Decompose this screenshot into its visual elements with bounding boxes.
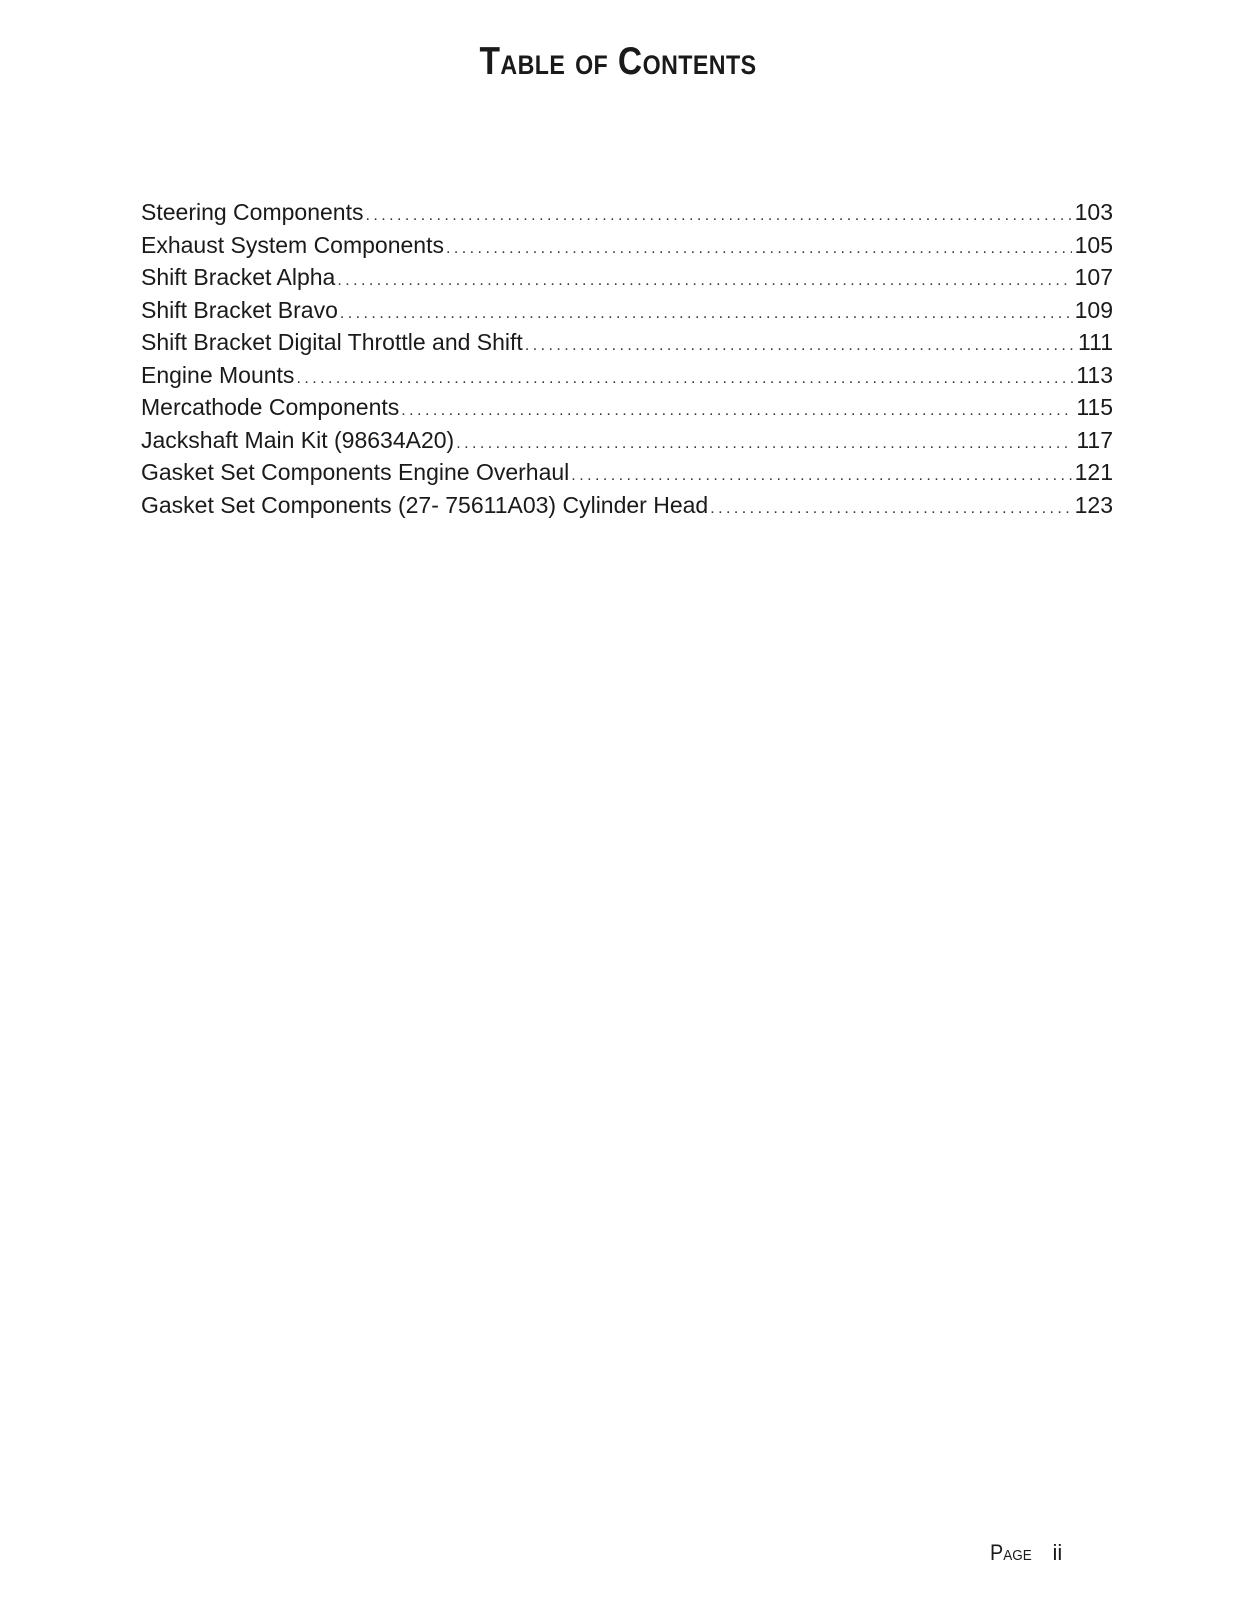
toc-entry-label: Jackshaft Main Kit (98634A20) — [141, 426, 455, 453]
toc-entry-label: Steering Components — [141, 199, 364, 225]
toc-entry-label: Exhaust System Components — [141, 231, 444, 258]
toc-entry[interactable] — [141, 492, 1113, 525]
dot-leader — [337, 272, 1071, 290]
dot-leader — [525, 337, 1075, 355]
toc-entry[interactable] — [141, 394, 1113, 427]
toc-entry-page: 105 — [1074, 231, 1113, 258]
toc-entry-page: 111 — [1078, 329, 1113, 355]
dot-leader — [710, 500, 1071, 518]
toc-entry-label: Gasket Set Components (27- 75611A03) Cylinder Head — [141, 491, 709, 518]
toc-entry-page: 113 — [1076, 361, 1113, 388]
toc-entry[interactable] — [141, 427, 1113, 460]
toc-entry-label: Shift Bracket Digital Throttle and Shift — [141, 329, 523, 355]
dot-leader — [401, 402, 1073, 420]
dot-leader — [571, 467, 1071, 485]
dot-leader — [296, 370, 1073, 388]
toc-entry[interactable] — [141, 297, 1113, 330]
dot-leader — [446, 240, 1072, 258]
page-footer — [990, 1540, 1062, 1566]
toc-entry[interactable] — [141, 264, 1113, 297]
table-of-contents — [141, 199, 1113, 524]
dot-leader — [365, 207, 1071, 225]
toc-entry-page: 123 — [1074, 491, 1113, 518]
toc-entry-label: Mercathode Components — [141, 394, 400, 420]
toc-entry-label: Shift Bracket Alpha — [141, 264, 336, 290]
toc-entry-label: Gasket Set Components Engine Overhaul — [141, 459, 570, 485]
toc-entry[interactable] — [141, 199, 1113, 232]
toc-entry[interactable] — [141, 459, 1113, 492]
footer-page-number: ii — [1052, 1540, 1063, 1565]
toc-entry-page: 107 — [1074, 264, 1113, 290]
page-title: Table of Contents — [479, 40, 757, 83]
toc-entry-page: 121 — [1074, 459, 1113, 485]
toc-entry[interactable] — [141, 362, 1113, 395]
footer-page-label: Page — [990, 1540, 1032, 1565]
toc-entry-page: 103 — [1074, 199, 1113, 225]
toc-entry-page: 117 — [1076, 426, 1113, 453]
toc-entry-page: 115 — [1076, 394, 1113, 420]
dot-leader — [456, 435, 1073, 453]
toc-entry-label: Engine Mounts — [141, 361, 295, 388]
dot-leader — [340, 305, 1072, 323]
toc-entry-label: Shift Bracket Bravo — [141, 296, 338, 323]
toc-entry-page: 109 — [1074, 296, 1113, 323]
toc-entry[interactable] — [141, 329, 1113, 362]
toc-entry[interactable] — [141, 232, 1113, 265]
